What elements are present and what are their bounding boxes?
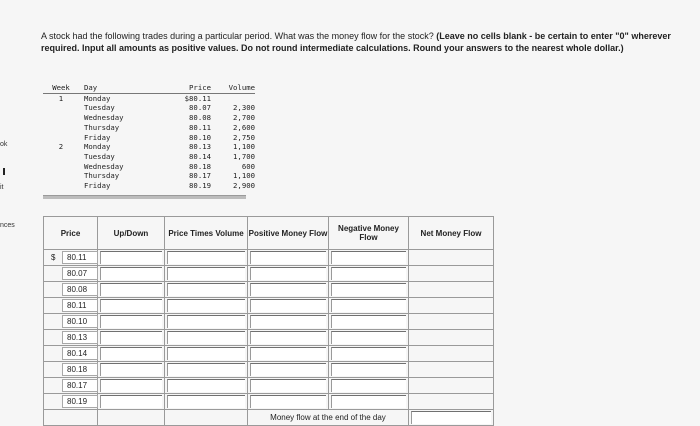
negative-money-flow-input[interactable] (331, 299, 406, 312)
day-cell: Thursday (84, 122, 120, 132)
answer-row (44, 378, 494, 394)
positive-money-flow-input[interactable] (250, 299, 326, 312)
positive-money-flow-cell (248, 330, 329, 346)
net-money-flow-cell (409, 362, 494, 378)
price-cell: 80.08 (189, 113, 211, 123)
day-cell: Tuesday (84, 103, 115, 113)
trade-header-row (43, 83, 255, 93)
price-cell (44, 378, 98, 394)
day-cell: Thursday (84, 171, 120, 181)
positive-money-flow-cell (248, 250, 329, 266)
day-cell: Friday (84, 181, 111, 191)
net-money-flow-cell (409, 282, 494, 298)
trade-row (43, 152, 255, 162)
updown-input[interactable] (100, 395, 162, 408)
price-cell (44, 314, 98, 330)
positive-money-flow-input[interactable] (250, 315, 326, 328)
negative-money-flow-cell (329, 362, 409, 378)
trade-row (43, 93, 255, 103)
price-value: 80.19 (62, 395, 98, 408)
day-cell: Monday (84, 93, 111, 103)
answer-row (44, 266, 494, 282)
price-times-volume-cell (165, 314, 248, 330)
price-times-volume-cell (165, 346, 248, 362)
trade-row (43, 142, 255, 152)
negative-money-flow-cell (329, 394, 409, 410)
question-instructions: (Leave no cells blank - be certain to enter "0" wherever required. Input all amounts as positive values. Do not round intermediate calculations. Round your answers to the nearest whole dollar.) (41, 31, 671, 53)
price-cell: 80.13 (189, 142, 211, 152)
price-times-volume-input[interactable] (167, 363, 245, 376)
day-cell: Wednesday (84, 161, 124, 171)
positive-money-flow-cell (248, 266, 329, 282)
price-times-volume-input[interactable] (167, 267, 245, 280)
price-cell (44, 394, 98, 410)
net-money-flow-cell (409, 250, 494, 266)
price-cell (44, 330, 98, 346)
price-times-volume-cell (165, 362, 248, 378)
updown-cell (98, 298, 165, 314)
updown-input[interactable] (100, 267, 162, 280)
sidebar-fragment[interactable]: nces (0, 222, 15, 229)
price-times-volume-input[interactable] (167, 315, 245, 328)
price-times-volume-cell (165, 330, 248, 346)
price-cell: $80.11 (184, 93, 211, 103)
updown-cell (98, 362, 165, 378)
volume-cell: 2,750 (233, 132, 255, 142)
updown-cell (98, 250, 165, 266)
updown-input[interactable] (100, 283, 162, 296)
positive-money-flow-cell (248, 314, 329, 330)
answer-row (44, 298, 494, 314)
updown-input[interactable] (100, 315, 162, 328)
price-times-volume-column-header: Price Times Volume (165, 217, 248, 250)
volume-cell: 1,100 (233, 142, 255, 152)
updown-input[interactable] (100, 347, 162, 360)
positive-money-flow-input[interactable] (250, 347, 326, 360)
week-cell (43, 113, 79, 123)
volume-cell (211, 93, 255, 103)
day-cell: Tuesday (84, 151, 115, 161)
updown-cell (98, 330, 165, 346)
negative-money-flow-input[interactable] (331, 267, 406, 280)
sidebar-fragment[interactable]: ok (0, 141, 8, 148)
price-cell (44, 346, 98, 362)
price-cell: 80.11 (189, 122, 211, 132)
positive-money-flow-input[interactable] (250, 283, 326, 296)
price-value: 80.11 (62, 299, 98, 312)
price-cell (44, 362, 98, 378)
price-column-header: Price (44, 217, 98, 250)
price-times-volume-input[interactable] (167, 299, 245, 312)
price-value: 80.07 (62, 267, 98, 280)
trade-row (43, 113, 255, 123)
negative-money-flow-input[interactable] (331, 395, 406, 408)
trade-row (43, 181, 255, 191)
trade-data-table (43, 83, 255, 191)
empty-cell (98, 410, 165, 426)
money-flow-end-of-day-label: Money flow at the end of the day (248, 410, 409, 426)
net-money-flow-cell (409, 266, 494, 282)
net-money-flow-total-input[interactable] (411, 411, 491, 424)
price-times-volume-input[interactable] (167, 395, 245, 408)
price-times-volume-cell (165, 250, 248, 266)
trade-row (43, 171, 255, 181)
positive-money-flow-input[interactable] (250, 395, 326, 408)
week-cell (43, 181, 79, 191)
net-money-flow-cell (409, 330, 494, 346)
price-cell (44, 266, 98, 282)
price-cell (44, 298, 98, 314)
price-times-volume-input[interactable] (167, 283, 245, 296)
negative-money-flow-cell (329, 378, 409, 394)
negative-money-flow-input[interactable] (331, 347, 406, 360)
positive-money-flow-input[interactable] (250, 363, 326, 376)
trade-row (43, 123, 255, 133)
price-cell: 80.19 (189, 181, 211, 191)
price-cell: 80.14 (189, 151, 211, 161)
money-flow-total-row (44, 410, 494, 426)
answer-row (44, 330, 494, 346)
net-money-flow-column-header: Net Money Flow (409, 217, 494, 250)
negative-money-flow-input[interactable] (331, 315, 406, 328)
net-money-flow-total-cell (409, 410, 494, 426)
updown-cell (98, 266, 165, 282)
trade-row (43, 162, 255, 172)
volume-cell: 2,900 (233, 181, 255, 191)
question-text: A stock had the following trades during a particular period. What was the money flow for the stock? (41, 31, 434, 41)
volume-cell: 1,100 (233, 171, 255, 181)
day-cell: Monday (84, 142, 111, 152)
positive-money-flow-input[interactable] (250, 331, 326, 344)
updown-input[interactable] (100, 379, 162, 392)
sidebar-fragment[interactable]: it (0, 184, 4, 191)
price-times-volume-cell (165, 378, 248, 394)
updown-column-header: Up/Down (98, 217, 165, 250)
price-cell: 80.18 (189, 161, 211, 171)
answer-row (44, 282, 494, 298)
day-cell: Friday (84, 132, 111, 142)
updown-input[interactable] (100, 299, 162, 312)
positive-money-flow-input[interactable] (250, 251, 326, 264)
updown-cell (98, 314, 165, 330)
week-cell (43, 103, 79, 113)
money-flow-answer-table (43, 216, 494, 426)
question-prompt (41, 30, 671, 54)
price-times-volume-cell (165, 394, 248, 410)
net-money-flow-cell (409, 378, 494, 394)
updown-input[interactable] (100, 363, 162, 376)
price-value: 80.17 (62, 379, 98, 392)
price-value: 80.08 (62, 283, 98, 296)
week-cell (43, 133, 79, 143)
price-cell (44, 250, 98, 266)
week-cell (43, 162, 79, 172)
price-value: 80.11 (62, 251, 98, 264)
updown-cell (98, 346, 165, 362)
negative-money-flow-column-header: Negative Money Flow (329, 217, 409, 250)
positive-money-flow-input[interactable] (250, 379, 326, 392)
left-sidebar-edge (0, 0, 22, 414)
updown-cell (98, 378, 165, 394)
negative-money-flow-input[interactable] (331, 379, 406, 392)
price-cell: 80.10 (189, 132, 211, 142)
price-times-volume-input[interactable] (167, 379, 245, 392)
net-money-flow-cell (409, 314, 494, 330)
price-value: 80.14 (62, 347, 98, 360)
updown-cell (98, 394, 165, 410)
net-money-flow-cell (409, 346, 494, 362)
positive-money-flow-cell (248, 394, 329, 410)
negative-money-flow-input[interactable] (331, 283, 406, 296)
trade-row (43, 103, 255, 113)
section-divider (43, 195, 246, 199)
volume-cell: 2,300 (233, 103, 255, 113)
updown-input[interactable] (100, 331, 162, 344)
price-times-volume-input[interactable] (167, 347, 245, 360)
empty-cell (44, 410, 98, 426)
price-cell: 80.17 (189, 171, 211, 181)
negative-money-flow-cell (329, 330, 409, 346)
negative-money-flow-cell (329, 266, 409, 282)
net-money-flow-cell (409, 298, 494, 314)
negative-money-flow-cell (329, 346, 409, 362)
trade-row (43, 133, 255, 143)
negative-money-flow-input[interactable] (331, 331, 406, 344)
day-cell: Wednesday (84, 113, 124, 123)
net-money-flow-cell (409, 394, 494, 410)
answer-row (44, 346, 494, 362)
week-cell: 2 (58, 142, 64, 152)
currency-symbol: $ (51, 253, 56, 262)
positive-money-flow-cell (248, 378, 329, 394)
answer-row (44, 314, 494, 330)
week-cell: 1 (58, 93, 64, 103)
negative-money-flow-cell (329, 282, 409, 298)
answer-row (44, 250, 494, 266)
price-times-volume-cell (165, 282, 248, 298)
updown-input[interactable] (100, 251, 162, 264)
week-header: Week (43, 83, 79, 93)
sidebar-marker (3, 168, 5, 175)
answer-row (44, 362, 494, 378)
positive-money-flow-cell (248, 346, 329, 362)
negative-money-flow-cell (329, 250, 409, 266)
negative-money-flow-input[interactable] (331, 363, 406, 376)
volume-header: Volume (211, 83, 255, 93)
price-times-volume-cell (165, 266, 248, 282)
price-value: 80.18 (62, 363, 98, 376)
negative-money-flow-input[interactable] (331, 251, 406, 264)
negative-money-flow-cell (329, 314, 409, 330)
price-cell: 80.07 (189, 103, 211, 113)
week-cell (43, 152, 79, 162)
positive-money-flow-cell (248, 362, 329, 378)
positive-money-flow-cell (248, 282, 329, 298)
price-cell (44, 282, 98, 298)
price-value: 80.13 (62, 331, 98, 344)
volume-cell: 1,700 (233, 151, 255, 161)
negative-money-flow-cell (329, 298, 409, 314)
answer-header-row (44, 217, 494, 250)
week-cell (43, 123, 79, 133)
answer-row (44, 394, 494, 410)
week-cell (43, 171, 79, 181)
day-header: Day (79, 83, 166, 93)
price-times-volume-input[interactable] (167, 331, 245, 344)
price-value: 80.10 (62, 315, 98, 328)
positive-money-flow-column-header: Positive Money Flow (248, 217, 329, 250)
positive-money-flow-cell (248, 298, 329, 314)
price-times-volume-cell (165, 298, 248, 314)
volume-cell: 2,700 (233, 113, 255, 123)
volume-cell: 600 (241, 161, 255, 171)
price-header: Price (166, 83, 211, 93)
price-times-volume-input[interactable] (167, 251, 245, 264)
volume-cell: 2,600 (233, 122, 255, 132)
updown-cell (98, 282, 165, 298)
positive-money-flow-input[interactable] (250, 267, 326, 280)
empty-cell (165, 410, 248, 426)
